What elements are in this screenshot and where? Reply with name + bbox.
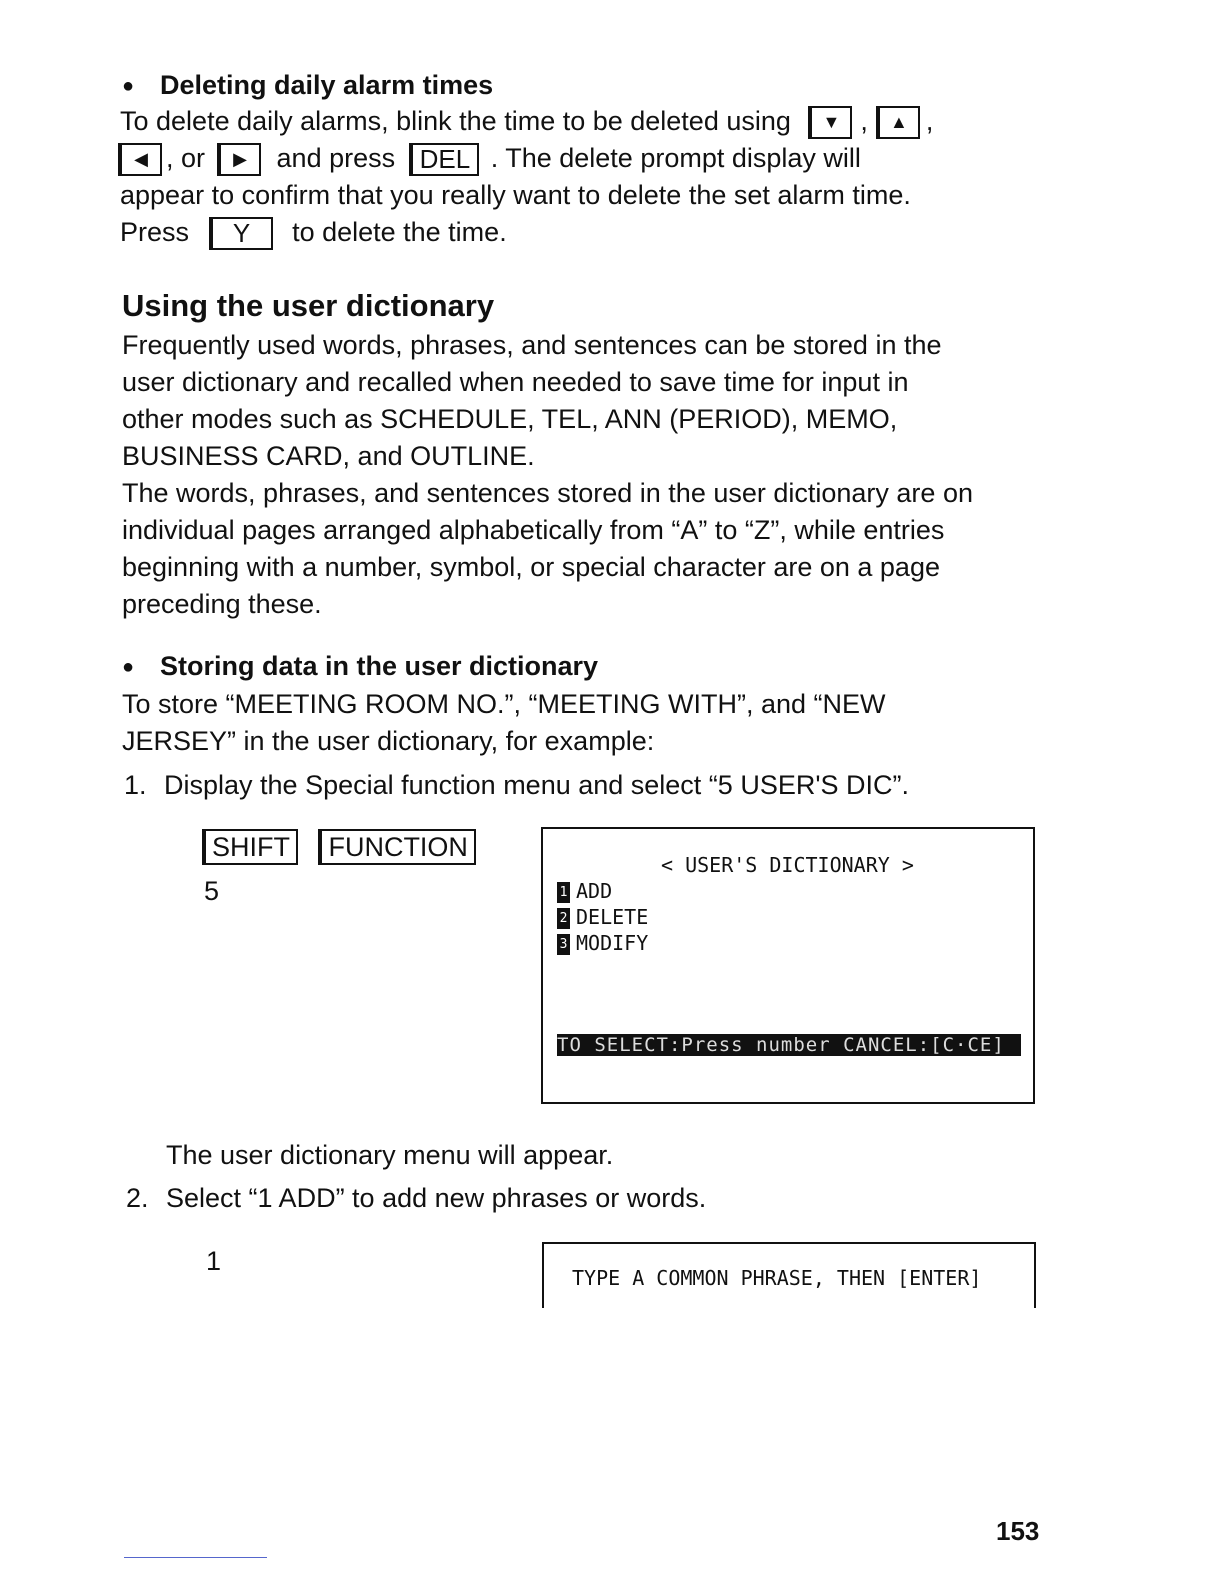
text-segment: , or	[166, 143, 206, 173]
menu-item-label: MODIFY	[576, 931, 649, 955]
key-sequence-1	[204, 829, 476, 865]
del-key: DEL	[411, 143, 480, 176]
paragraph-line: beginning with a number, symbol, or special character are on a page	[122, 552, 940, 582]
after-step-1-text: The user dictionary menu will appear.	[166, 1140, 614, 1170]
paragraph-line: Frequently used words, phrases, and sentences can be stored in the	[122, 330, 942, 360]
storing-intro	[122, 686, 886, 760]
key-five: 5	[204, 876, 220, 906]
function-key: FUNCTION	[320, 829, 475, 865]
left-arrow-key-icon: ◀	[120, 143, 162, 176]
menu-item-label: ADD	[576, 879, 613, 903]
lcd-menu-item-modify	[557, 931, 648, 955]
paragraph-line: The words, phrases, and sentences stored in the user dictionary are on	[122, 478, 973, 508]
delete-line-4	[120, 214, 507, 251]
paragraph-line: BUSINESS CARD, and OUTLINE.	[122, 441, 535, 471]
lcd-menu-item-delete	[557, 905, 648, 929]
lcd-menu-item-add	[557, 879, 612, 903]
down-arrow-key-icon: ▼	[810, 106, 852, 139]
y-key: Y	[211, 217, 273, 250]
text-segment: To delete daily alarms, blink the time to be deleted using	[120, 106, 791, 136]
paragraph-line: JERSEY” in the user dictionary, for example:	[122, 726, 655, 756]
menu-number-badge: 1	[557, 882, 570, 903]
step-number: 1.	[124, 770, 147, 800]
heading-text: Deleting daily alarm times	[160, 70, 494, 100]
text-segment: . The delete prompt display will	[490, 143, 861, 173]
bullet-icon: ●	[122, 75, 135, 97]
paragraph-line: individual pages arranged alphabetically from “A” to “Z”, while entries	[122, 515, 945, 545]
right-arrow-key-icon: ▶	[219, 143, 261, 176]
lcd-screen-type-phrase	[542, 1242, 1036, 1308]
dictionary-description	[122, 327, 973, 623]
step-2	[126, 1180, 706, 1217]
paragraph-line: user dictionary and recalled when needed to save time for input in	[122, 367, 909, 397]
text-segment: Press	[120, 217, 190, 247]
step-1	[124, 767, 909, 804]
paragraph-line: preceding these.	[122, 589, 322, 619]
key-one: 1	[206, 1246, 222, 1276]
delete-line-1	[120, 103, 933, 140]
paragraph-line: other modes such as SCHEDULE, TEL, ANN (PERIOD), MEMO,	[122, 404, 898, 434]
menu-number-badge: 3	[557, 934, 570, 955]
bottom-rule	[124, 1557, 267, 1558]
menu-item-label: DELETE	[576, 905, 649, 929]
lcd-prompt: TYPE A COMMON PHRASE, THEN [ENTER]	[572, 1266, 982, 1290]
delete-line-3: appear to confirm that you really want to delete the set alarm time.	[120, 180, 911, 210]
step-text: Display the Special function menu and select “5 USER'S DIC”.	[164, 770, 909, 800]
page-number: 153	[996, 1516, 1040, 1546]
lcd-status-bar: TO SELECT:Press number CANCEL:[C·CE]	[557, 1034, 1021, 1056]
text-segment: ,	[860, 106, 868, 136]
section-title-user-dictionary: Using the user dictionary	[122, 288, 495, 323]
shift-key: SHIFT	[204, 829, 298, 865]
bullet-icon: ●	[122, 656, 135, 678]
step-number: 2.	[126, 1183, 149, 1213]
text-segment: ,	[925, 106, 934, 136]
text-segment: and press	[276, 143, 396, 173]
paragraph-line: To store “MEETING ROOM NO.”, “MEETING WITH”, and “NEW	[122, 689, 886, 719]
step-text: Select “1 ADD” to add new phrases or words.	[166, 1183, 707, 1213]
lcd-screen-users-dictionary	[541, 827, 1035, 1104]
section-heading-storing-data	[122, 651, 598, 682]
lcd-title: < USER'S DICTIONARY >	[661, 853, 914, 877]
delete-line-2	[120, 140, 861, 177]
text-segment: to delete the time.	[292, 217, 507, 247]
heading-text: Storing data in the user dictionary	[160, 651, 599, 681]
section-heading-delete-alarms	[122, 70, 493, 101]
menu-number-badge: 2	[557, 908, 570, 929]
up-arrow-key-icon: ▲	[878, 106, 920, 139]
